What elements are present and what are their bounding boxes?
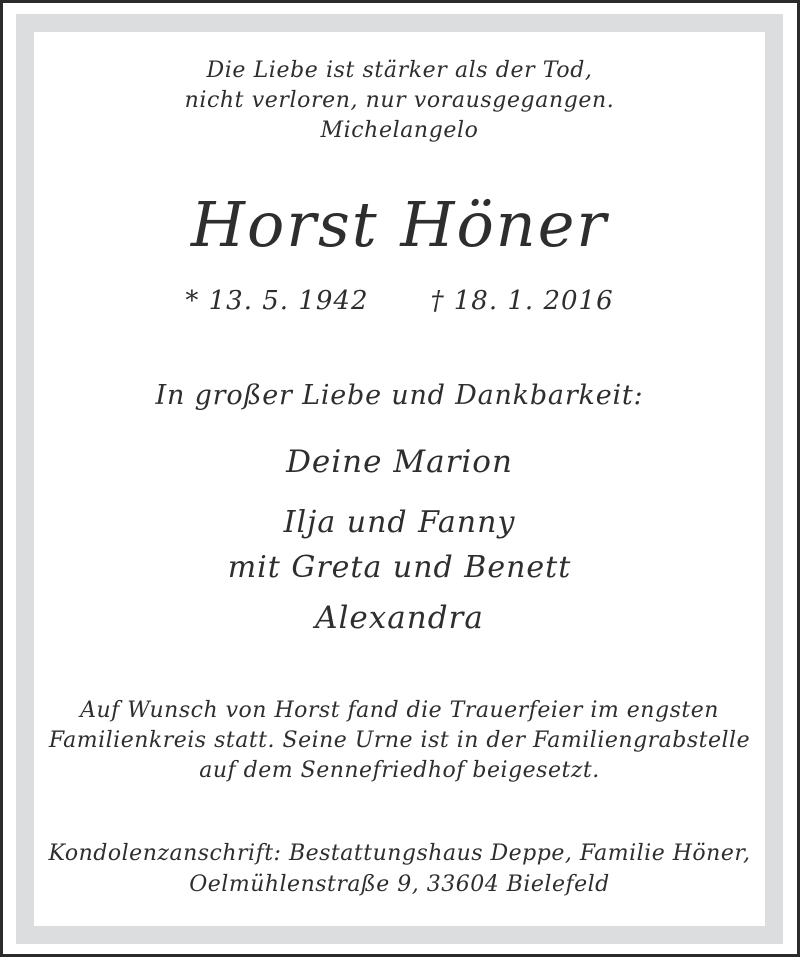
epigraph-attribution: Michelangelo (320, 118, 479, 143)
funeral-note-line: auf dem Sennefriedhof beigesetzt. (199, 758, 600, 783)
death-date: † 18. 1. 2016 (430, 286, 614, 316)
epigraph-line: Die Liebe ist stärker als der Tod, (206, 58, 593, 83)
mourner-line: Ilja und Fanny (283, 505, 516, 540)
funeral-note-line: Auf Wunsch von Horst fand die Trauerfeier im engsten (80, 698, 719, 723)
condolence-line: Oelmühlenstraße 9, 33604 Bielefeld (189, 872, 610, 897)
birth-date: * 13. 5. 1942 (185, 286, 369, 316)
obituary-content (34, 32, 765, 926)
condolence-line: Kondolenzanschrift: Bestattungshaus Deppe, Familie Höner, (48, 841, 751, 866)
mourner-group-alexandra: Alexandra (315, 600, 484, 636)
funeral-note (34, 696, 765, 786)
decorative-frame (16, 14, 783, 944)
life-dates (34, 286, 765, 316)
salutation: In großer Liebe und Dankbarkeit: (155, 380, 644, 411)
condolence-address (34, 838, 765, 900)
epigraph (34, 56, 765, 146)
epigraph-line: nicht verloren, nur vorausgegangen. (184, 88, 615, 113)
deceased-name: Horst Höner (190, 188, 609, 261)
mourner-line: mit Greta und Benett (227, 550, 572, 585)
mourner-group-children (34, 500, 765, 590)
funeral-note-line: Familienkreis statt. Seine Urne ist in der Familiengrabstelle (48, 728, 751, 753)
mourner-group-spouse: Deine Marion (286, 444, 513, 480)
